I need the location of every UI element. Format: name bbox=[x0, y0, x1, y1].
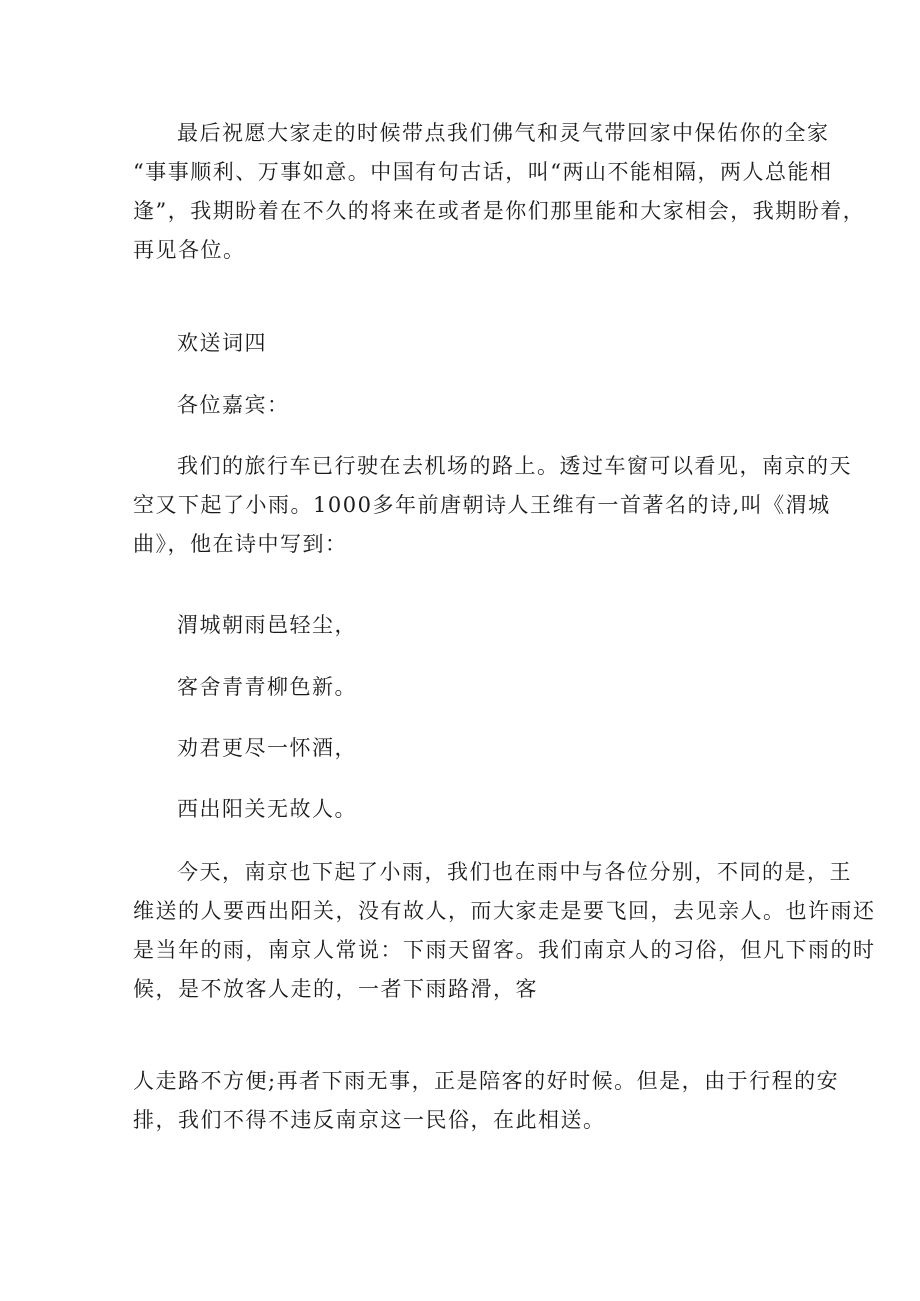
text-line: 是当年的雨，南京人常说：下雨天留客。我们南京人的习俗，但凡下雨的时 bbox=[133, 938, 876, 962]
text-line: 维送的人要西出阳关，没有故人，而大家走是要飞回，去见亲人。也许雨还 bbox=[133, 899, 876, 923]
paragraph-farewell-custom bbox=[133, 1062, 840, 1140]
paragraph-travel-bus bbox=[133, 447, 852, 564]
paragraph-farewell-wishes bbox=[133, 114, 866, 270]
text-line: 今天，南京也下起了小雨，我们也在雨中与各位分别，不同的是，王 bbox=[177, 860, 852, 884]
poem-line: 渭城朝雨邑轻尘， bbox=[177, 613, 357, 637]
text-line: 我们的旅行车已行驶在去机场的路上。透过车窗可以看见，南京的天 bbox=[177, 454, 852, 478]
text-line: 空又下起了小雨。1000多年前唐朝诗人王维有一首著名的诗,叫《渭城 bbox=[133, 493, 831, 517]
text-line: 人走路不方便;再者下雨无事，正是陪客的好时候。但是，由于行程的安 bbox=[133, 1069, 840, 1093]
text-line: 排，我们不得不违反南京这一民俗，在此相送。 bbox=[133, 1108, 606, 1132]
poem-line: 西出阳关无故人。 bbox=[177, 797, 357, 821]
poem-line: 客舍青青柳色新。 bbox=[177, 675, 357, 699]
text-line: 再见各位。 bbox=[133, 238, 246, 262]
text-line: “事事顺利、万事如意。中国有句古话，叫“两山不能相隔，两人总能相 bbox=[133, 160, 833, 184]
poem-line: 劝君更尽一怀酒， bbox=[177, 736, 357, 760]
text-line: 曲》，他在诗中写到： bbox=[133, 532, 348, 556]
text-line: 最后祝愿大家走的时候带点我们佛气和灵气带回家中保佑你的全家 bbox=[177, 121, 830, 145]
paragraph-nanjing-rain bbox=[133, 853, 876, 1009]
section-heading: 欢送词四 bbox=[177, 331, 267, 355]
greeting: 各位嘉宾： bbox=[177, 393, 290, 417]
text-line: 逢”，我期盼着在不久的将来在或者是你们那里能和大家相会，我期盼着， bbox=[133, 199, 866, 223]
text-line: 候，是不放客人走的，一者下雨路滑，客 bbox=[133, 977, 538, 1001]
